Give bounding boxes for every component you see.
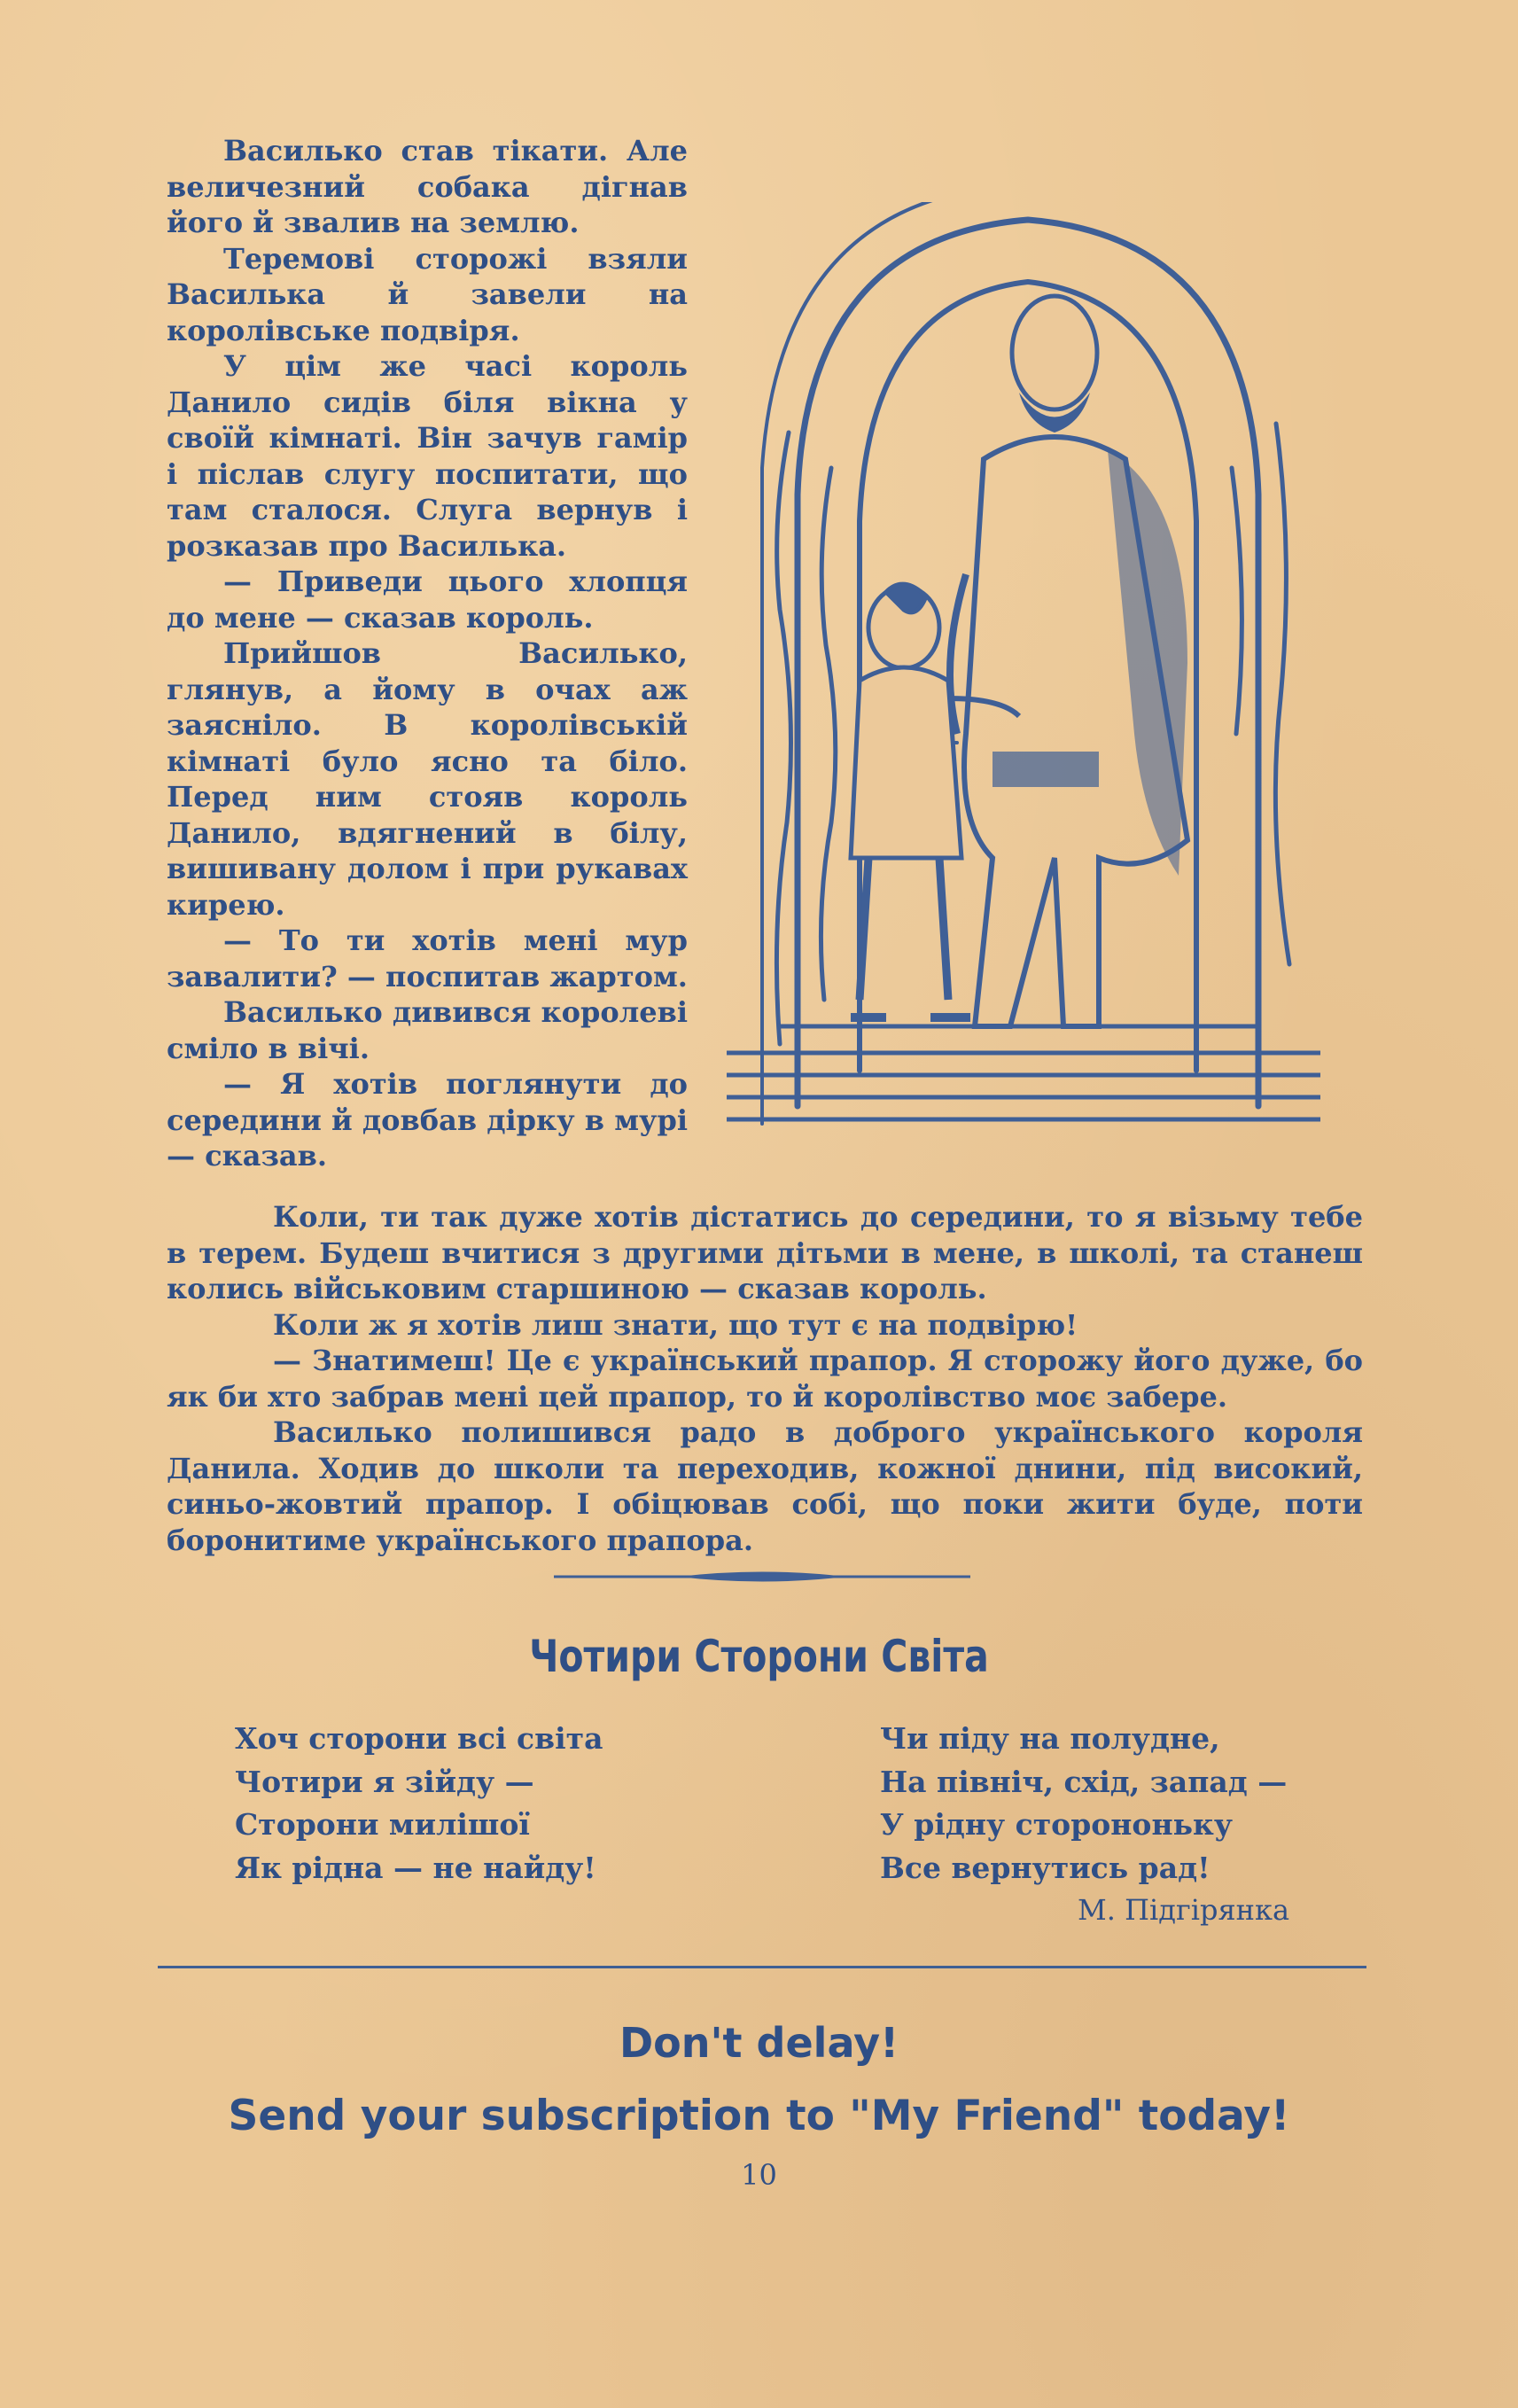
story-paragraph: Коли ж я хотів лиш знати, що тут є на подвірю!: [273, 1307, 1078, 1342]
poem-line: Все вернутись рад!: [880, 1850, 1211, 1885]
story-paragraph: Коли, ти так дуже хотів дістатись до середини, то я візьму тебе в терем. Будеш вчитися з другими дітьми в мене, в школі, та станеш колись військовим старшиною — сказав король.: [167, 1200, 1363, 1305]
story-column-text: [167, 133, 688, 1174]
story-paragraph: Теремові сторожі взяли Василька й завели на королівське подвіря.: [167, 241, 688, 347]
story-paragraph: — Знатимеш! Це є український прапор. Я сторожу його дуже, бо як би хто забрав мені цей прапор, то й королівство моє забере.: [167, 1344, 1363, 1414]
promo-headline: Don't delay!: [619, 2019, 899, 2067]
story-paragraph: Василько дивився королеві сміло в вічі.: [167, 995, 688, 1065]
story-paragraph: Василько став тікати. Але величезний собака дігнав його й звалив на землю.: [167, 134, 688, 239]
promo-subscription-line: Send your subscription to "My Friend" today!: [228, 2092, 1290, 2140]
poem-line: У рідну сторононьку: [880, 1807, 1233, 1842]
king-and-boy-woodcut-illustration: [727, 202, 1320, 1133]
poem-line: Чи піду на полудне,: [880, 1721, 1220, 1756]
poem-line: Чотири я зійду —: [235, 1764, 534, 1799]
poem-stanza-right: [880, 1718, 1287, 1890]
story-paragraph: — Приведи цього хлопця до мене — сказав король.: [167, 565, 688, 635]
poem-line: На північ, схід, запад —: [880, 1764, 1288, 1799]
poem-line: Як рідна — не найду!: [235, 1850, 596, 1885]
story-paragraph: У цім же часі король Данило сидів біля вікна у своїй кімнаті. Він зачув гамір і післав слугу поспитати, що там сталося. Слуга вернув і розказав про Василька.: [167, 349, 688, 563]
story-paragraph: — То ти хотів мені мур завалити? — поспитав жартом.: [167, 923, 688, 994]
poem-line: Хоч сторони всі світа: [235, 1721, 603, 1756]
poem-title: Чотири Сторони Світа: [529, 1631, 989, 1682]
story-paragraph: — Я хотів поглянути до середини й довбав дірку в мурі — сказав.: [167, 1067, 688, 1173]
poem-line: Сторони милішої: [235, 1807, 530, 1842]
poem-stanza-left: [235, 1718, 603, 1890]
section-divider-ornament: [554, 1567, 970, 1586]
horizontal-rule: [158, 1966, 1366, 1968]
poem-author: М. Підгірянка: [1078, 1893, 1290, 1927]
story-paragraph: Прийшов Василько, глянув, а йому в очах аж заясніло. В королівській кімнаті було ясно та біло. Перед ним стояв король Данило, вдягнений в білу, вишивану долом і при рукавах кирею.: [167, 636, 688, 922]
story-continued-text: [167, 1199, 1363, 1558]
page-number: 10: [741, 2158, 777, 2192]
story-paragraph: Василько полишився радо в доброго українського короля Данила. Ходив до школи та переходив, кожної днини, під високий, синьо-жовтий прапор. І обіцював собі, що поки жити буде, поти боронитиме українського прапора.: [167, 1415, 1363, 1557]
